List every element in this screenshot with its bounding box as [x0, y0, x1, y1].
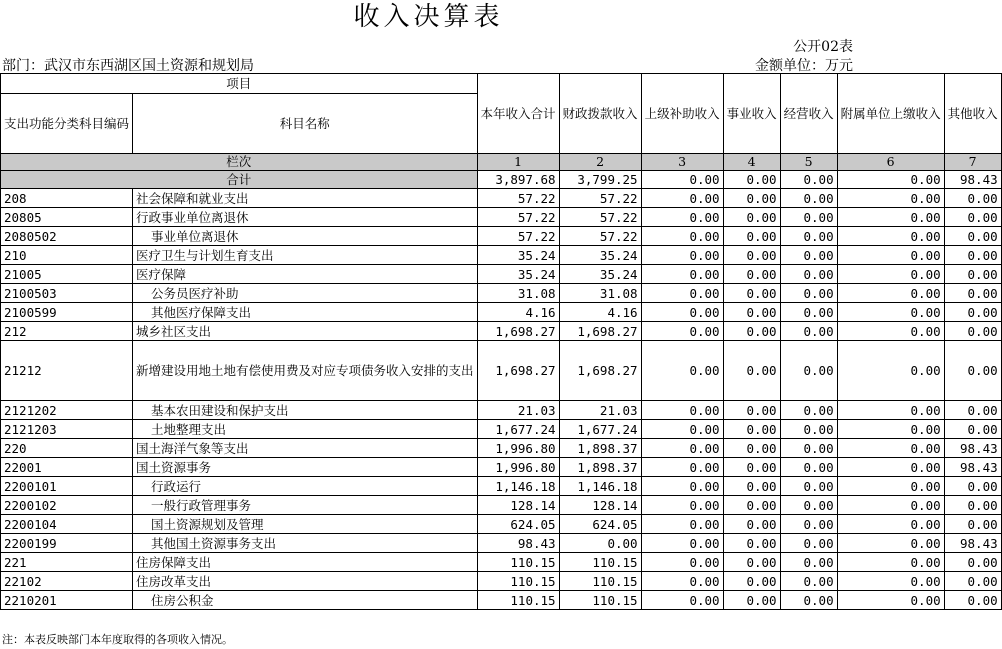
- row-name: 医疗保障: [133, 265, 478, 284]
- department-label: 部门：武汉市东西湖区国土资源和规划局: [2, 58, 254, 74]
- row-value: 0.00: [641, 591, 723, 610]
- row-code: 212: [1, 322, 133, 341]
- row-value: 0.00: [780, 227, 837, 246]
- col-index-row: [1, 154, 1002, 171]
- row-name: 土地整理支出: [133, 420, 478, 439]
- row-value: 110.15: [559, 553, 641, 572]
- row-name: 城乡社区支出: [133, 322, 478, 341]
- table-row: [1, 208, 1002, 227]
- row-value: 0.00: [723, 458, 780, 477]
- row-value: 624.05: [559, 515, 641, 534]
- row-code: 2121202: [1, 401, 133, 420]
- row-name: 其他医疗保障支出: [133, 303, 478, 322]
- sum-cell: 0.00: [641, 171, 723, 189]
- row-value: 0.00: [944, 265, 1001, 284]
- row-code: 2100599: [1, 303, 133, 322]
- row-value: 0.00: [723, 284, 780, 303]
- row-value: 0.00: [641, 534, 723, 553]
- row-name: 基本农田建设和保护支出: [133, 401, 478, 420]
- row-value: 0.00: [837, 553, 944, 572]
- row-value: 0.00: [641, 553, 723, 572]
- row-name: 行政运行: [133, 477, 478, 496]
- row-value: 0.00: [780, 189, 837, 208]
- row-value: 0.00: [944, 496, 1001, 515]
- row-value: 0.00: [780, 439, 837, 458]
- row-value: 0.00: [780, 458, 837, 477]
- row-value: 0.00: [837, 265, 944, 284]
- sum-cell: 0.00: [837, 171, 944, 189]
- row-value: 0.00: [837, 208, 944, 227]
- row-value: 0.00: [641, 227, 723, 246]
- sum-cell: 3,799.25: [559, 171, 641, 189]
- row-value: 0.00: [780, 208, 837, 227]
- row-value: 0.00: [837, 303, 944, 322]
- row-value: 57.22: [477, 189, 559, 208]
- row-value: 0.00: [944, 477, 1001, 496]
- row-value: 98.43: [477, 534, 559, 553]
- row-value: 0.00: [780, 591, 837, 610]
- row-value: 57.22: [559, 227, 641, 246]
- row-value: 0.00: [723, 439, 780, 458]
- row-value: 0.00: [837, 322, 944, 341]
- row-value: 21.03: [559, 401, 641, 420]
- row-value: 0.00: [944, 322, 1001, 341]
- row-value: 0.00: [641, 208, 723, 227]
- table-row: [1, 322, 1002, 341]
- row-value: 0.00: [837, 227, 944, 246]
- row-name: 住房公积金: [133, 591, 478, 610]
- col-index-label: 栏次: [1, 154, 478, 171]
- table-row: [1, 591, 1002, 610]
- row-value: 0.00: [944, 189, 1001, 208]
- row-value: 0.00: [780, 553, 837, 572]
- row-code: 208: [1, 189, 133, 208]
- row-code: 2200102: [1, 496, 133, 515]
- row-value: 0.00: [944, 246, 1001, 265]
- row-value: 128.14: [477, 496, 559, 515]
- row-value: 0.00: [559, 534, 641, 553]
- row-code: 2210201: [1, 591, 133, 610]
- row-value: 110.15: [559, 591, 641, 610]
- row-value: 128.14: [559, 496, 641, 515]
- row-value: 110.15: [477, 591, 559, 610]
- row-value: 1,898.37: [559, 439, 641, 458]
- row-code: 2080502: [1, 227, 133, 246]
- row-value: 0.00: [944, 515, 1001, 534]
- row-value: 0.00: [837, 246, 944, 265]
- row-code: 210: [1, 246, 133, 265]
- header-name: 科目名称: [133, 94, 478, 154]
- unit-label: 金额单位：万元: [755, 58, 853, 74]
- row-value: 110.15: [559, 572, 641, 591]
- row-value: 0.00: [780, 572, 837, 591]
- row-value: 0.00: [837, 534, 944, 553]
- row-value: 0.00: [641, 496, 723, 515]
- row-value: 0.00: [837, 189, 944, 208]
- row-value: 57.22: [477, 227, 559, 246]
- department-row: [0, 54, 857, 74]
- row-value: 0.00: [837, 420, 944, 439]
- row-value: 98.43: [944, 534, 1001, 553]
- row-value: 0.00: [944, 591, 1001, 610]
- row-value: 1,677.24: [477, 420, 559, 439]
- table-row: [1, 246, 1002, 265]
- row-value: 0.00: [723, 420, 780, 439]
- row-value: 1,146.18: [477, 477, 559, 496]
- table-row: [1, 534, 1002, 553]
- row-value: 0.00: [780, 401, 837, 420]
- row-name: 住房保障支出: [133, 553, 478, 572]
- row-value: 0.00: [837, 591, 944, 610]
- row-value: 0.00: [723, 572, 780, 591]
- row-value: 0.00: [723, 477, 780, 496]
- row-value: 0.00: [944, 284, 1001, 303]
- row-code: 22001: [1, 458, 133, 477]
- row-value: 1,677.24: [559, 420, 641, 439]
- row-value: 0.00: [837, 458, 944, 477]
- row-value: 0.00: [837, 572, 944, 591]
- row-value: 0.00: [723, 591, 780, 610]
- row-value: 0.00: [780, 246, 837, 265]
- row-value: 0.00: [944, 303, 1001, 322]
- row-value: 1,146.18: [559, 477, 641, 496]
- row-name: 一般行政管理事务: [133, 496, 478, 515]
- header-business: 事业收入: [723, 74, 780, 154]
- row-code: 2200199: [1, 534, 133, 553]
- sum-cell: 0.00: [723, 171, 780, 189]
- row-value: 110.15: [477, 553, 559, 572]
- col-index: 7: [944, 154, 1001, 171]
- row-value: 0.00: [723, 553, 780, 572]
- table-row: [1, 303, 1002, 322]
- row-value: 0.00: [780, 303, 837, 322]
- row-value: 0.00: [837, 439, 944, 458]
- row-value: 0.00: [641, 477, 723, 496]
- header-operating: 经营收入: [780, 74, 837, 154]
- row-value: 0.00: [944, 572, 1001, 591]
- row-value: 1,698.27: [477, 341, 559, 401]
- row-value: 0.00: [723, 496, 780, 515]
- row-value: 35.24: [477, 265, 559, 284]
- table-row: [1, 341, 1002, 401]
- form-number-row: [0, 34, 857, 54]
- row-value: 35.24: [559, 246, 641, 265]
- col-index: 1: [477, 154, 559, 171]
- row-value: 31.08: [477, 284, 559, 303]
- row-code: 220: [1, 439, 133, 458]
- row-value: 98.43: [944, 458, 1001, 477]
- row-name: 医疗卫生与计划生育支出: [133, 246, 478, 265]
- row-code: 20805: [1, 208, 133, 227]
- income-table: [0, 73, 1002, 610]
- sum-label: 合计: [1, 171, 478, 189]
- row-value: 0.00: [723, 534, 780, 553]
- row-name: 社会保障和就业支出: [133, 189, 478, 208]
- header-affiliated: 附属单位上缴收入: [837, 74, 944, 154]
- row-value: 0.00: [780, 420, 837, 439]
- footnote: 注：本表反映部门本年度取得的各项收入情况。: [2, 633, 233, 646]
- col-index: 5: [780, 154, 837, 171]
- row-code: 2100503: [1, 284, 133, 303]
- row-value: 1,698.27: [559, 341, 641, 401]
- row-value: 0.00: [641, 341, 723, 401]
- row-value: 0.00: [723, 189, 780, 208]
- row-name: 国土资源事务: [133, 458, 478, 477]
- row-name: 其他国土资源事务支出: [133, 534, 478, 553]
- row-value: 0.00: [780, 515, 837, 534]
- col-index: 6: [837, 154, 944, 171]
- table-row: [1, 420, 1002, 439]
- col-index: 3: [641, 154, 723, 171]
- table-row: [1, 227, 1002, 246]
- table-row: [1, 572, 1002, 591]
- row-value: 31.08: [559, 284, 641, 303]
- form-number: 公开02表: [793, 39, 853, 55]
- row-value: 57.22: [559, 208, 641, 227]
- col-index: 2: [559, 154, 641, 171]
- row-value: 0.00: [837, 477, 944, 496]
- row-value: 0.00: [723, 265, 780, 284]
- row-value: 0.00: [641, 572, 723, 591]
- row-value: 0.00: [641, 284, 723, 303]
- row-value: 57.22: [477, 208, 559, 227]
- row-value: 1,996.80: [477, 458, 559, 477]
- row-value: 0.00: [944, 341, 1001, 401]
- row-value: 0.00: [944, 208, 1001, 227]
- table-row: [1, 189, 1002, 208]
- row-name: 公务员医疗补助: [133, 284, 478, 303]
- row-value: 4.16: [477, 303, 559, 322]
- row-value: 57.22: [559, 189, 641, 208]
- sum-row: [1, 171, 1002, 189]
- sum-cell: 0.00: [780, 171, 837, 189]
- row-value: 0.00: [641, 303, 723, 322]
- table-row: [1, 458, 1002, 477]
- row-name: 国土资源规划及管理: [133, 515, 478, 534]
- row-value: 0.00: [944, 401, 1001, 420]
- row-value: 21.03: [477, 401, 559, 420]
- row-value: 0.00: [641, 401, 723, 420]
- page-title: 收入决算表: [353, 2, 504, 32]
- table-row: [1, 401, 1002, 420]
- row-code: 21005: [1, 265, 133, 284]
- row-value: 0.00: [780, 496, 837, 515]
- header-item: 项目: [1, 74, 478, 94]
- row-code: 2200104: [1, 515, 133, 534]
- row-value: 0.00: [641, 458, 723, 477]
- row-value: 0.00: [641, 515, 723, 534]
- row-code: 2121203: [1, 420, 133, 439]
- row-value: 0.00: [723, 341, 780, 401]
- header-total: 本年收入合计: [477, 74, 559, 154]
- row-code: 2200101: [1, 477, 133, 496]
- row-value: 0.00: [837, 401, 944, 420]
- table-row: [1, 553, 1002, 572]
- row-value: 35.24: [559, 265, 641, 284]
- row-value: 98.43: [944, 439, 1001, 458]
- row-value: 110.15: [477, 572, 559, 591]
- table-row: [1, 477, 1002, 496]
- row-code: 22102: [1, 572, 133, 591]
- header-fiscal: 财政拨款收入: [559, 74, 641, 154]
- row-value: 0.00: [641, 420, 723, 439]
- row-value: 0.00: [723, 515, 780, 534]
- row-name: 国土海洋气象等支出: [133, 439, 478, 458]
- header-superior: 上级补助收入: [641, 74, 723, 154]
- row-name: 住房改革支出: [133, 572, 478, 591]
- sum-cell: 98.43: [944, 171, 1001, 189]
- row-value: 4.16: [559, 303, 641, 322]
- header-code: 支出功能分类科目编码: [1, 94, 133, 154]
- row-value: 0.00: [723, 208, 780, 227]
- row-value: 0.00: [837, 284, 944, 303]
- row-name: 事业单位离退休: [133, 227, 478, 246]
- row-value: 1,898.37: [559, 458, 641, 477]
- row-value: 1,996.80: [477, 439, 559, 458]
- row-name: 行政事业单位离退休: [133, 208, 478, 227]
- row-value: 0.00: [723, 322, 780, 341]
- row-value: 0.00: [780, 322, 837, 341]
- row-value: 0.00: [780, 534, 837, 553]
- sum-cell: 3,897.68: [477, 171, 559, 189]
- row-value: 0.00: [780, 284, 837, 303]
- col-index: 4: [723, 154, 780, 171]
- row-value: 0.00: [641, 189, 723, 208]
- table-row: [1, 496, 1002, 515]
- row-code: 221: [1, 553, 133, 572]
- row-value: 0.00: [944, 420, 1001, 439]
- row-value: 1,698.27: [477, 322, 559, 341]
- row-value: 624.05: [477, 515, 559, 534]
- table-row: [1, 265, 1002, 284]
- row-value: 0.00: [723, 227, 780, 246]
- row-value: 35.24: [477, 246, 559, 265]
- table-row: [1, 284, 1002, 303]
- row-value: 0.00: [944, 553, 1001, 572]
- row-value: 0.00: [837, 496, 944, 515]
- row-name: 新增建设用地土地有偿使用费及对应专项债务收入安排的支出: [133, 341, 478, 401]
- row-value: 0.00: [723, 303, 780, 322]
- row-value: 0.00: [780, 265, 837, 284]
- row-value: 0.00: [641, 439, 723, 458]
- row-value: 0.00: [641, 265, 723, 284]
- table-row: [1, 439, 1002, 458]
- row-value: 0.00: [641, 322, 723, 341]
- row-value: 0.00: [837, 515, 944, 534]
- row-code: 21212: [1, 341, 133, 401]
- row-value: 0.00: [944, 227, 1001, 246]
- row-value: 0.00: [780, 341, 837, 401]
- row-value: 1,698.27: [559, 322, 641, 341]
- row-value: 0.00: [837, 341, 944, 401]
- table-row: [1, 515, 1002, 534]
- row-value: 0.00: [780, 477, 837, 496]
- row-value: 0.00: [723, 246, 780, 265]
- row-value: 0.00: [723, 401, 780, 420]
- header-other: 其他收入: [944, 74, 1001, 154]
- row-value: 0.00: [641, 246, 723, 265]
